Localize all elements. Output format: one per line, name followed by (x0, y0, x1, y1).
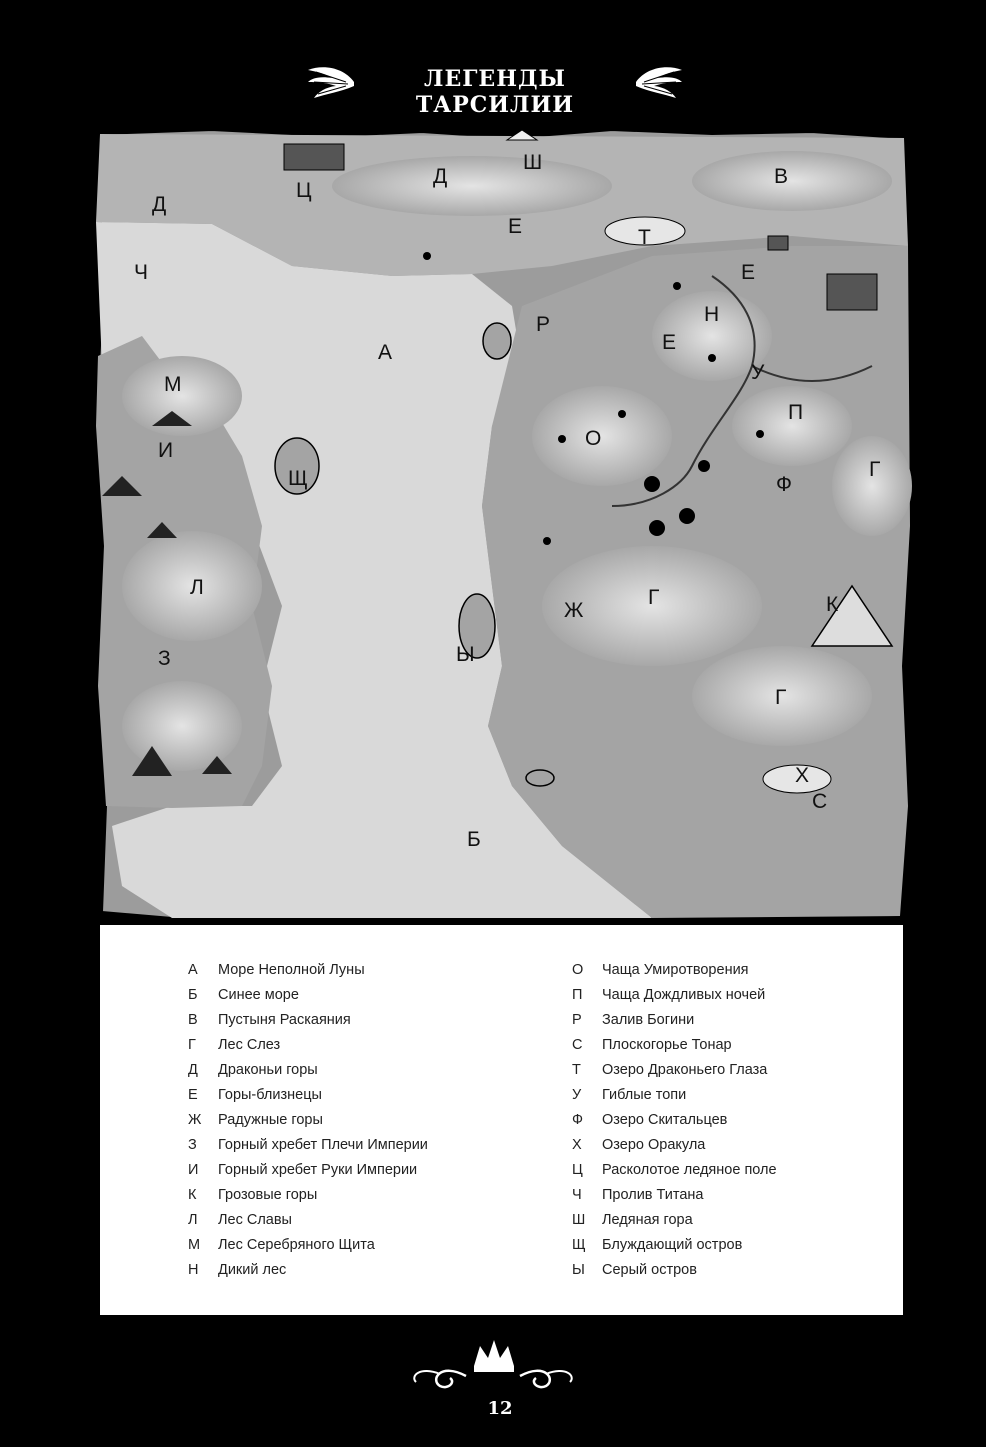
map-label-y: Ы (456, 643, 475, 666)
map-label-i: И (158, 439, 174, 462)
legend-item: Ш Ледяная гора (572, 1212, 693, 1228)
legend-item: М Лес Серебряного Щита (188, 1237, 375, 1253)
map-label-b: Б (467, 828, 481, 851)
map-artwork (92, 126, 912, 920)
map-label-sh: Ш (523, 151, 543, 174)
legend-item: Л Лес Славы (188, 1212, 292, 1228)
legend-item: З Горный хребет Плечи Империи (188, 1137, 428, 1153)
map-label-ts: Ц (296, 179, 312, 202)
map-label-r: Р (536, 313, 551, 336)
page-footer (0, 1336, 986, 1426)
legend-item: О Чаща Умиротворения (572, 962, 749, 978)
map-label-u: У (751, 361, 765, 384)
map-label-d2: Д (433, 165, 448, 188)
legend-item: Д Драконьи горы (188, 1062, 318, 1078)
map-label-ch: Ч (134, 261, 148, 284)
legend-item: И Горный хребет Руки Империи (188, 1162, 418, 1178)
map-label-o: О (585, 427, 602, 450)
legend-item: В Пустыня Раскаяния (188, 1012, 351, 1028)
map-label-m: М (164, 373, 182, 396)
map-label-e2: Е (741, 261, 756, 284)
legend-item: Щ Блуждающий остров (572, 1237, 743, 1253)
legend-item: П Чаща Дождливых ночей (572, 987, 766, 1003)
map-label-z: З (158, 647, 171, 670)
legend-item: У Гиблые топи (572, 1087, 687, 1103)
map-label-k: К (826, 593, 839, 616)
legend-item: Ы Серый остров (572, 1262, 697, 1278)
map-label-zh: Ж (564, 599, 584, 622)
map-label-g2: Г (648, 586, 660, 609)
legend-item: Ч Пролив Титана (572, 1187, 704, 1203)
right-wing-ornament-icon (634, 62, 684, 102)
castle-icon (284, 144, 344, 170)
legend-item: Ф Озеро Скитальцев (572, 1112, 728, 1128)
map-legend (100, 925, 903, 1315)
legend-item: Х Озеро Оракула (572, 1137, 706, 1153)
legend-item: Г Лес Слез (188, 1037, 281, 1053)
map-label-d1: Д (152, 193, 167, 216)
legend-item: К Грозовые горы (188, 1187, 318, 1203)
legend-column-left (188, 962, 428, 1287)
map-label-kh: Х (795, 764, 810, 787)
map-label-f: Ф (776, 473, 792, 496)
map-label-e3: Е (662, 331, 677, 354)
tarsilia-map (92, 126, 912, 920)
legend-item: Б Синее море (188, 987, 299, 1003)
legend-item: Ц Расколотое ледяное поле (572, 1162, 777, 1178)
map-label-e1: Е (508, 215, 523, 238)
legend-item: С Плоскогорье Тонар (572, 1037, 732, 1053)
map-label-a: А (378, 341, 393, 364)
legend-item: Н Дикий лес (188, 1262, 287, 1278)
legend-item: Ж Радужные горы (188, 1112, 323, 1128)
legend-column-right (572, 962, 777, 1287)
map-label-s: С (812, 790, 828, 813)
map-label-n: Н (704, 303, 720, 326)
map-label-t: Т (638, 226, 651, 249)
crown-ornament-icon (0, 1336, 986, 1406)
map-label-shch: Щ (288, 467, 308, 490)
map-label-l: Л (190, 576, 204, 599)
map-label-g1: Г (869, 458, 881, 481)
legend-item: А Море Неполной Луны (188, 962, 365, 978)
left-wing-ornament-icon (306, 62, 356, 102)
page-header (0, 58, 986, 118)
legend-item: Е Горы-близнецы (188, 1087, 322, 1103)
map-label-g3: Г (775, 686, 787, 709)
page-title: ЛЕГЕНДЫ ТАРСИЛИИ (415, 66, 575, 118)
legend-item: Т Озеро Драконьего Глаза (572, 1062, 768, 1078)
map-label-v: В (774, 165, 789, 188)
page-number: 12 (487, 1398, 513, 1419)
legend-item: Р Залив Богини (572, 1012, 695, 1028)
map-label-p: П (788, 401, 804, 424)
